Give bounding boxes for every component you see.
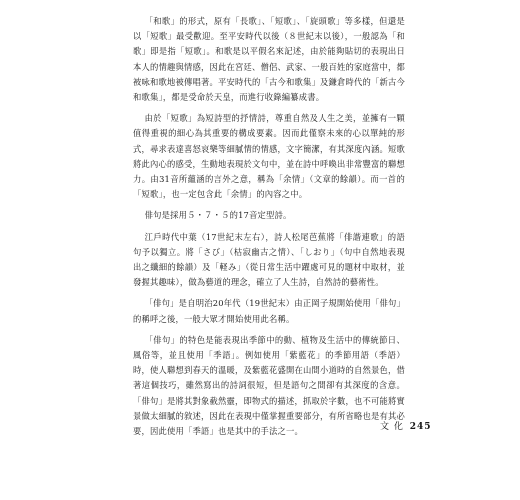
paragraph-shiki: 「俳句」是自明治20年代（19世紀末）由正岡子規開始使用「俳句」的稱呼之後，一般大眾才開始使用此名稱。: [133, 298, 405, 324]
body-text: [133, 14, 405, 439]
paragraph-haiku-definition: 俳句是採用５・７・５的17音定型詩。: [144, 210, 292, 221]
paragraph-basho: 江戶時代中葉（17世紀末左右），詩人松尾芭蕉將「俳諧連歌」的語句予以獨立。將「さび」（枯寂幽古之情）、「しおり」（句中自然地表現出之纖細的餘韻）及「軽み」（從日常生活中躍處可見的題材中取材，並發握其趣味），做為藝道的理念，確立了人生詩，自然詩的藝術性。: [133, 231, 405, 288]
paragraph-tanka-lyric: 由於「短歌」為短詩型的抒情詩，尊重自然及人生之美，並擁有一顆值得重視的細心為其重要的構成要素。因而此僅察未來的心以單純的形式，尋求表達喜怒哀樂等細膩情的情感，文字簡潔，有其深度內涵。短歌將此內心的感受，生動地表現於文句中，並在詩中呼喚出非常豐富的聯想力。由31音所蘊涵的言外之意，稱為「余情」（文章的餘韻）。而一首的「短歌」，也一定包含此「余情」的內容之中。: [133, 113, 405, 200]
paragraph-kigo: 「俳句」的特色是能表現出季節中的動、植物及生活中的傳統節日、風俗等，並且使用「季語」。例如使用「紫藍花」的季節用語（季語）時，使人聯想到春天的溫暖，及紫藍花盛開在山間小道時的自然景色，借著這個技巧，雖然寫出的詩詞很短，但是語句之間卻有其深度的含意。「俳句」是將其對象截然靈，即物式的描述，抓取於字數，也不可能將實景做太細膩的敘述，因此在表現中僅掌握重要部分，有所省略也是有其必要，因此使用「季語」也是其中的手法之一。: [133, 334, 405, 437]
footer-section-label: 文 化: [380, 422, 404, 432]
page-number: 245: [409, 422, 432, 432]
page-footer: [380, 421, 432, 433]
paragraph-waka-forms: 「和歌」的形式，原有「長歌」、「短歌」、「旋頭歌」等多樣，但還是以「短歌」最受歡迎。至平安時代以後（８世紀末以後），一般認為「和歌」即是指「短歌」。和歌是以平假名來記述，由於能夠貼切的表現出日本人的情趣與情感，因此在宮廷、僧侶、武家、一般百姓的家庭當中，都被咏和歌地被傳唱著。平安時代的「古今和歌集」及鎌倉時代的「新古今和歌集」，都是受命於天皇，而進行收錄編纂成書。: [133, 16, 405, 103]
